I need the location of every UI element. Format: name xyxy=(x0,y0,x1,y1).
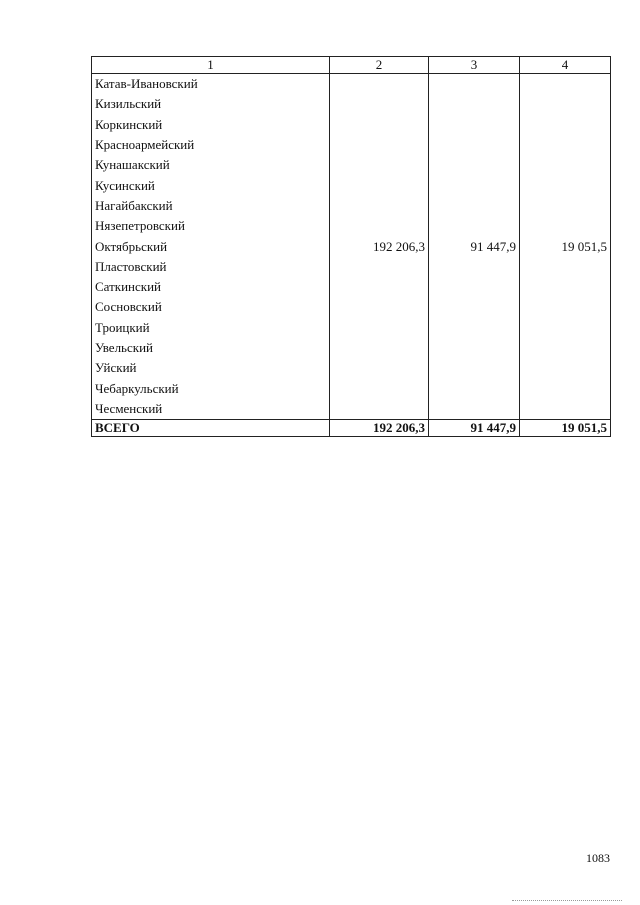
total-value-col-3: 91 447,9 xyxy=(429,420,520,437)
table-row xyxy=(92,74,611,95)
district-name: Троицкий xyxy=(92,318,330,338)
merged-value-col-2: 192 206,3 xyxy=(330,74,429,420)
footer-divider xyxy=(512,900,622,901)
district-name: Нагайбакский xyxy=(92,196,330,216)
total-row xyxy=(92,420,611,437)
district-name: Коркинский xyxy=(92,115,330,135)
page-number: 1083 xyxy=(586,851,610,865)
district-name: Саткинский xyxy=(92,277,330,297)
district-name: Катав-Ивановский xyxy=(92,74,330,95)
merged-value-col-4: 19 051,5 xyxy=(520,74,611,420)
header-col-4: 4 xyxy=(520,57,611,74)
district-name: Чебаркульский xyxy=(92,378,330,398)
data-table xyxy=(91,56,611,437)
district-name: Увельский xyxy=(92,338,330,358)
total-value-col-2: 192 206,3 xyxy=(330,420,429,437)
district-name: Кизильский xyxy=(92,94,330,114)
total-label: ВСЕГО xyxy=(92,420,330,437)
header-col-2: 2 xyxy=(330,57,429,74)
district-name: Уйский xyxy=(92,358,330,378)
header-row xyxy=(92,57,611,74)
district-name: Кунашакский xyxy=(92,155,330,175)
merged-value-col-3: 91 447,9 xyxy=(429,74,520,420)
district-name: Пластовский xyxy=(92,257,330,277)
district-name: Нязепетровский xyxy=(92,216,330,236)
district-name: Сосновский xyxy=(92,297,330,317)
total-value-col-4: 19 051,5 xyxy=(520,420,611,437)
district-name: Октябрьский xyxy=(92,236,330,256)
district-name: Чесменский xyxy=(92,399,330,420)
header-col-1: 1 xyxy=(92,57,330,74)
header-col-3: 3 xyxy=(429,57,520,74)
district-name: Красноармейский xyxy=(92,135,330,155)
district-name: Кусинский xyxy=(92,175,330,195)
